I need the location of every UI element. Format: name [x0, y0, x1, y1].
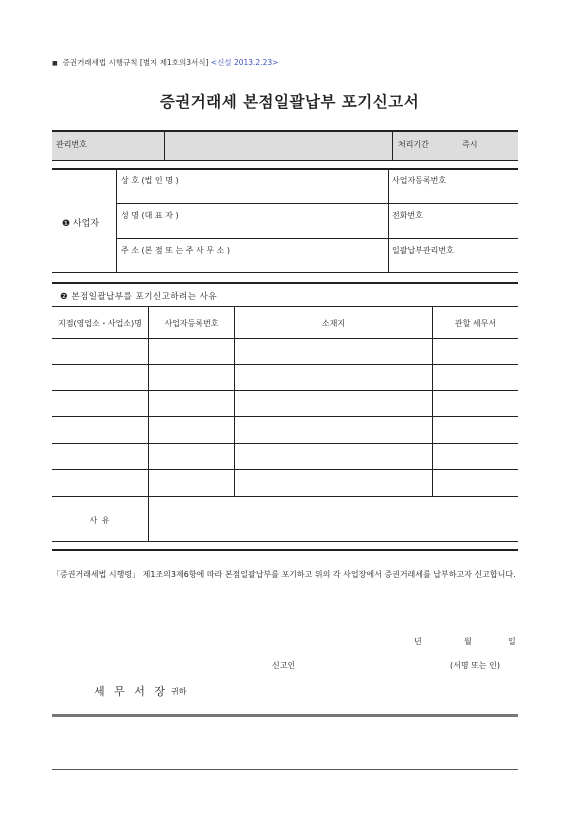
- batch-no-label: 일괄납부관리번호: [392, 246, 454, 255]
- representative-label: 성 명 (대 표 자 ): [121, 211, 179, 220]
- address-label: 주 소 (본 점 또 는 주 사 무 소 ): [121, 246, 230, 255]
- table-row[interactable]: [52, 444, 518, 469]
- phone-field[interactable]: [389, 221, 518, 238]
- reporter-label: 신고인: [272, 661, 296, 670]
- mgmt-no-field[interactable]: [165, 131, 392, 160]
- column-header-tax-office: 관할 세무서: [454, 319, 497, 328]
- table-row[interactable]: [52, 339, 518, 364]
- address-field[interactable]: [117, 256, 388, 272]
- mgmt-no-label: 관리번호: [56, 140, 87, 149]
- period-label: 처리기간: [398, 140, 429, 149]
- business-name-field[interactable]: [117, 186, 388, 203]
- batch-no-field[interactable]: [389, 256, 518, 272]
- business-reg-no-field[interactable]: [389, 186, 518, 203]
- recipient-honorific: 귀하: [171, 687, 187, 696]
- representative-field[interactable]: [117, 221, 388, 238]
- form-title: 증권거래세 본점일괄납부 포기신고서: [159, 93, 420, 111]
- square-bullet-icon: ■: [52, 60, 58, 67]
- date-year-label: 년: [414, 637, 422, 646]
- column-header-branch: 지점(영업소・사업소)명: [58, 319, 142, 328]
- business-reg-no-label: 사업자등록번호: [392, 176, 447, 185]
- table-row[interactable]: [52, 391, 518, 416]
- sign-note: (서명 또는 인): [450, 661, 500, 670]
- recipient-title: 세 무 서 장: [94, 685, 168, 698]
- phone-label: 전화번호: [392, 211, 423, 220]
- business-section-label: ❶ 사업자: [62, 219, 100, 229]
- revision-note: <신설 2013.2.23>: [210, 58, 279, 67]
- date-month-label: 월: [464, 637, 472, 646]
- bottom-divider: [52, 714, 518, 717]
- form-reference: [52, 57, 278, 68]
- period-value: 즉시: [462, 140, 478, 149]
- reason-label: 사 유: [89, 516, 111, 525]
- reporter-signature-field[interactable]: [312, 654, 446, 672]
- table-row[interactable]: [52, 365, 518, 390]
- reason-field[interactable]: [149, 497, 518, 541]
- law-reference: 증권거래세법 시행규칙 [별지 제1호의3서식]: [62, 58, 209, 67]
- reason-section-label: ❷ 본점일괄납부를 포기신고하려는 사유: [60, 292, 218, 302]
- column-header-reg-no: 사업자등록번호: [164, 319, 219, 328]
- table-row[interactable]: [52, 417, 518, 443]
- date-day-label: 일: [508, 637, 516, 646]
- table-row[interactable]: [52, 470, 518, 496]
- column-header-location: 소재지: [321, 319, 346, 328]
- business-name-label: 상 호 (법 인 명 ): [121, 176, 179, 185]
- page-footer-rule: [52, 769, 518, 770]
- declaration-text: 「증권거래세법 시행령」 제1조의3제6항에 따라 본점일괄납부를 포기하고 위의 각 사업장에서 증권거래세를 납부하고자 신고합니다.: [52, 570, 516, 579]
